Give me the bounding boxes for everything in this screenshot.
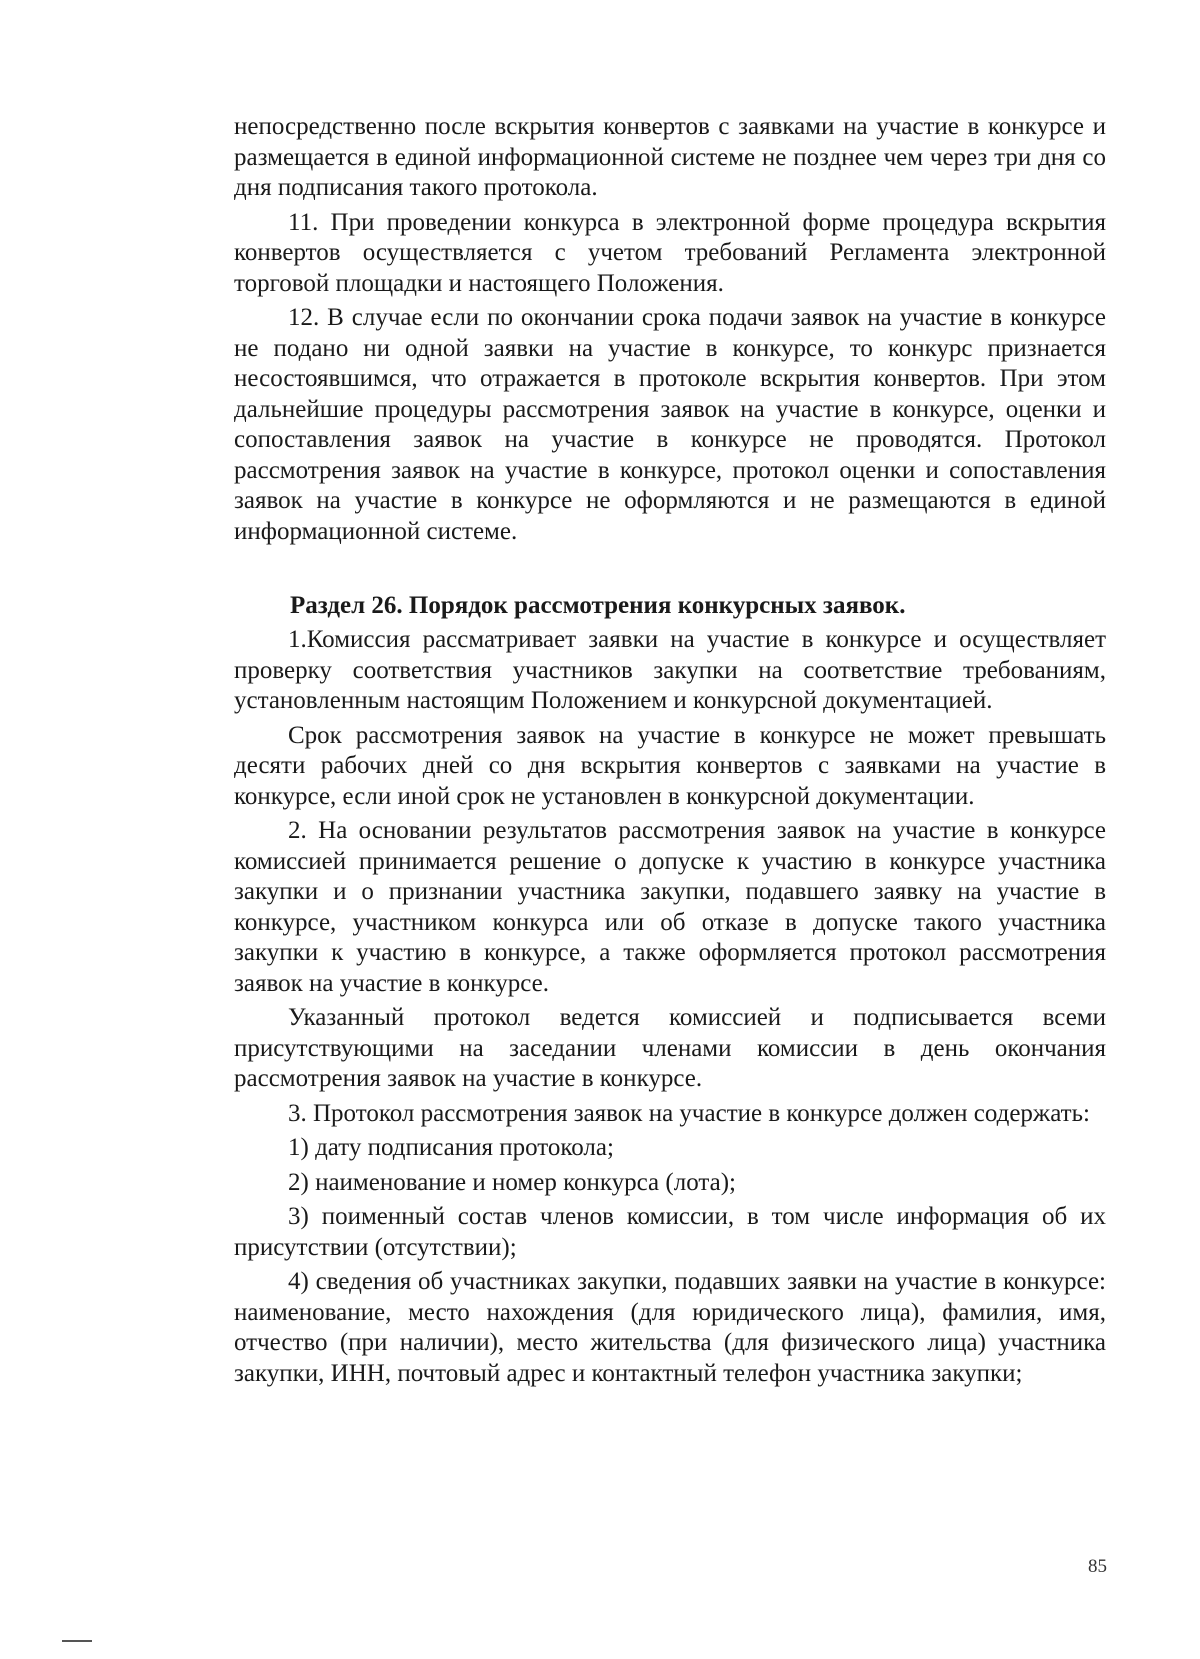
list-item-2: 2) наименование и номер конкурса (лота);	[288, 1168, 736, 1196]
list-item-1: 1) дату подписания протокола;	[288, 1134, 614, 1161]
paragraph-item-2: 2. На основании результатов рассмотрения заявок на участие в конкурсе комиссией принимается решение о допуске к участию в конкурсе участника закупки и о признании участника закупки, подавшего заявку на участие в конкурсе, участником конкурса или об отказе в допуске такого участника закупки к участию в конкурсе, а также оформляется протокол рассмотрения заявок на участие в конкурсе.	[234, 817, 1106, 997]
list-item-3: 3) поименный состав членов комиссии, в том числе информация об их присутствии (отсутствии);	[234, 1203, 1106, 1261]
list-item-4: 4) сведения об участниках закупки, подавших заявки на участие в конкурсе: наименование, место нахождения (для юридического лица), фамилия, имя, отчество (при наличии), место жительства (для физического лица) участника закупки, ИНН, почтовый адрес и контактный телефон участника закупки;	[234, 1268, 1106, 1387]
section-heading: Раздел 26. Порядок рассмотрения конкурсных заявок.	[290, 592, 906, 619]
paragraph-item-11: 11. При проведении конкурса в электронной форме процедура вскрытия конвертов осуществляется с учетом требований Регламента электронной торговой площадки и настоящего Положения.	[234, 208, 1106, 297]
paragraph-protocol-signing: Указанный протокол ведется комиссией и подписывается всеми присутствующими на заседании членами комиссии в день окончания рассмотрения заявок на участие в конкурсе.	[234, 1004, 1106, 1092]
paragraph-review-term: Срок рассмотрения заявок на участие в конкурсе не может превышать десяти рабочих дней со дня вскрытия конвертов с заявками на участие в конкурсе, если иной срок не установлен в конкурсной документации.	[234, 721, 1106, 810]
document-page	[234, 112, 1106, 1393]
paragraph-item-12: 12. В случае если по окончании срока подачи заявок на участие в конкурсе не подано ни одной заявки на участие в конкурсе, то конкурс признается несостоявшимся, что отражается в протоколе вскрытия конвертов. При этом дальнейшие процедуры рассмотрения заявок на участие в конкурсе, оценки и сопоставления заявок на участие в конкурсе не проводятся. Протокол рассмотрения заявок на участие в конкурсе, протокол оценки и сопоставления заявок на участие в конкурсе не оформляются и не размещаются в единой информационной системе.	[234, 304, 1106, 545]
paragraph-item-1: 1.Комиссия рассматривает заявки на участие в конкурсе и осуществляет проверку соответствия участников закупки на соответствие требованиям, установленным настоящим Положением и конкурсной документацией.	[234, 626, 1106, 714]
scan-mark	[62, 1640, 92, 1642]
paragraph-continuation: непосредственно после вскрытия конвертов с заявками на участие в конкурсе и размещается в единой информационной системе не позднее чем через три дня со дня подписания такого протокола.	[234, 113, 1106, 201]
paragraph-item-3: 3. Протокол рассмотрения заявок на участие в конкурсе должен содержать:	[288, 1099, 1090, 1127]
page-number: 85	[1088, 1556, 1107, 1577]
